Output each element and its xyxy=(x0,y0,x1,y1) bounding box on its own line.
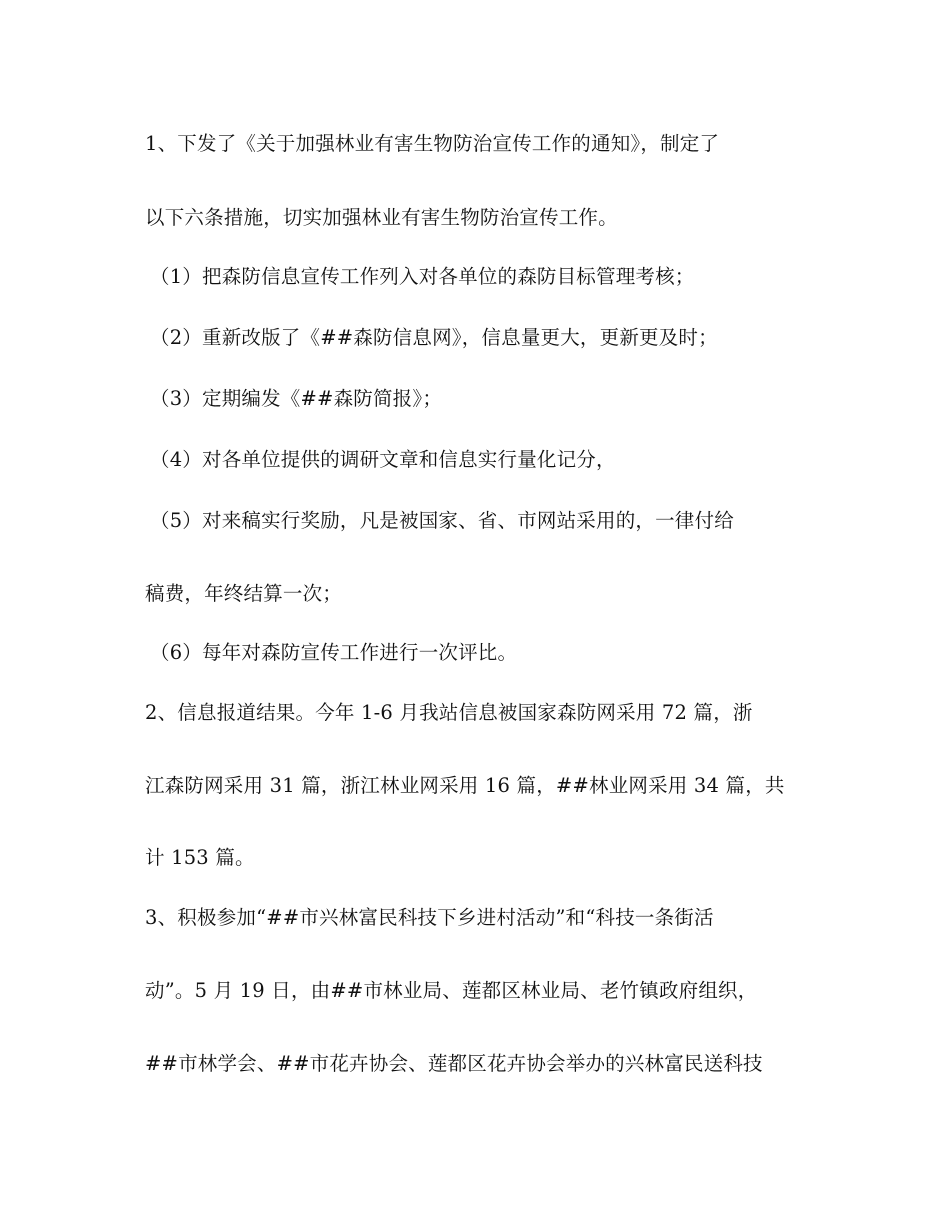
paragraph-3-line-2: 动”。5 月 19 日，由##市林业局、莲都区林业局、老竹镇政府组织， xyxy=(145,979,758,1002)
measure-2: （2）重新改版了《##森防信息网》，信息量更大，更新更及时； xyxy=(150,326,718,349)
measure-3: （3）定期编发《##森防简报》； xyxy=(150,387,443,410)
measure-1: （1）把森防信息宣传工作列入对各单位的森防目标管理考核； xyxy=(150,265,695,288)
paragraph-1-line-2: 以下六条措施，切实加强林业有害生物防治宣传工作。 xyxy=(145,206,618,229)
paragraph-2-line-3: 计 153 篇。 xyxy=(145,846,255,869)
measure-5-line-1: （5）对来稿实行奖励，凡是被国家、省、市网站采用的，一律付给 xyxy=(150,509,734,532)
paragraph-2-line-1: 2、信息报道结果。今年 1-6 月我站信息被国家森防网采用 72 篇，浙 xyxy=(145,701,753,724)
measure-5-line-2: 稿费，年终结算一次； xyxy=(145,582,343,605)
measure-6: （6）每年对森防宣传工作进行一次评比。 xyxy=(150,641,518,664)
paragraph-3-line-1: 3、积极参加“##市兴林富民科技下乡进村活动”和“科技一条街活 xyxy=(145,906,714,929)
measure-4: （4）对各单位提供的调研文章和信息实行量化记分， xyxy=(150,448,616,471)
paragraph-3-line-3: ##市林学会、##市花卉协会、莲都区花卉协会举办的兴林富民送科技 xyxy=(145,1052,763,1075)
paragraph-1-line-1: 1、下发了《关于加强林业有害生物防治宣传工作的通知》，制定了 xyxy=(145,132,720,155)
paragraph-2-line-2: 江森防网采用 31 篇，浙江林业网采用 16 篇，##林业网采用 34 篇，共 xyxy=(145,774,785,797)
